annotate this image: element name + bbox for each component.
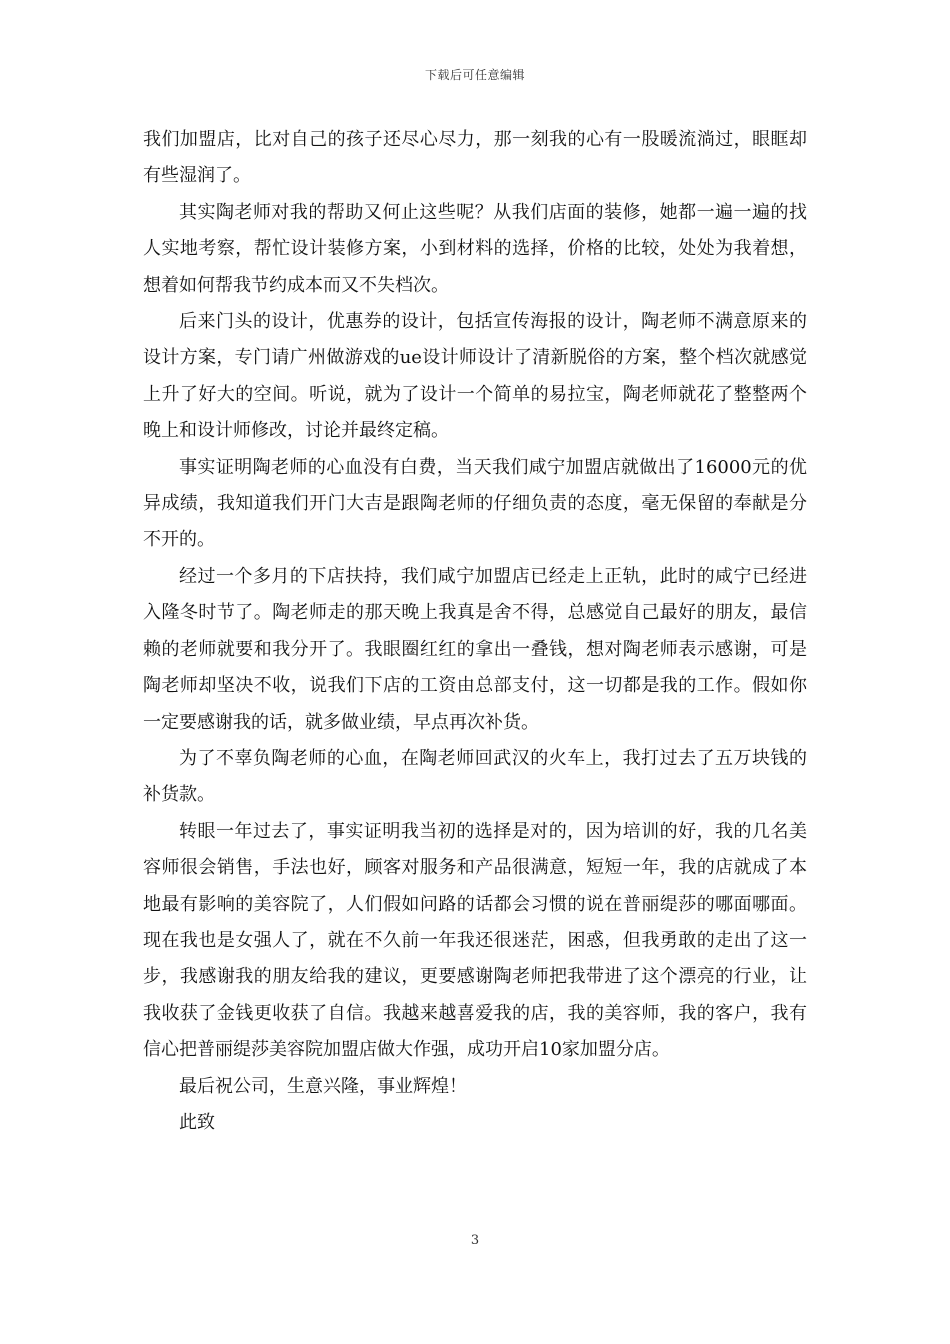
paragraph: 后来门头的设计，优惠券的设计，包括宣传海报的设计，陶老师不满意原来的设计方案，专门请广州做游戏的ue设计师设计了清新脱俗的方案，整个档次就感觉上升了好大的空间。听说，就为了设计一个简单的易拉宝，陶老师就花了整整两个晚上和设计师修改，讨论并最终定稿。 xyxy=(143,311,807,442)
document-body xyxy=(143,122,807,1141)
closing-wish: 最后祝公司，生意兴隆，事业辉煌！ xyxy=(179,1075,467,1097)
page-number: 3 xyxy=(470,1233,480,1248)
paragraph: 为了不辜负陶老师的心血，在陶老师回武汉的火车上，我打过去了五万块钱的补货款。 xyxy=(143,747,807,806)
closing-salutation: 此致 xyxy=(179,1111,215,1133)
paragraph-continued: 我们加盟店，比对自己的孩子还尽心尽力，那一刻我的心有一股暖流淌过，眼眶却有些湿润了。 xyxy=(143,129,807,187)
paragraph: 经过一个多月的下店扶持，我们咸宁加盟店已经走上正轨，此时的咸宁已经进入隆冬时节了。陶老师走的那天晚上我真是舍不得，总感觉自己最好的朋友，最信赖的老师就要和我分开了。我眼圈红红的拿出一叠钱，想对陶老师表示感谢，可是陶老师却坚决不收，说我们下店的工资由总部支付，这一切都是我的工作。假如你一定要感谢我的话，就多做业绩，早点再次补货。 xyxy=(143,565,807,733)
page-header: 下载后可任意编辑 xyxy=(424,68,525,82)
paragraph: 事实证明陶老师的心血没有白费，当天我们咸宁加盟店就做出了16000元的优异成绩，我知道我们开门大吉是跟陶老师的仔细负责的态度，毫无保留的奉献是分不开的。 xyxy=(143,456,807,551)
paragraph: 其实陶老师对我的帮助又何止这些呢？从我们店面的装修，她都一遍一遍的找人实地考察，帮忙设计装修方案，小到材料的选择，价格的比较，处处为我着想，想着如何帮我节约成本而又不失档次。 xyxy=(143,201,807,296)
paragraph: 转眼一年过去了，事实证明我当初的选择是对的，因为培训的好，我的几名美容师很会销售，手法也好，顾客对服务和产品很满意，短短一年，我的店就成了本地最有影响的美容院了，人们假如问路的话都会习惯的说在普丽缇莎的哪面哪面。现在我也是女强人了，就在不久前一年我还很迷茫，困惑，但我勇敢的走出了这一步，我感谢我的朋友给我的建议，更要感谢陶老师把我带进了这个漂亮的行业，让我收获了金钱更收获了自信。我越来越喜爱我的店，我的美容师，我的客户，我有信心把普丽缇莎美容院加盟店做大作强，成功开启10家加盟分店。 xyxy=(143,820,807,1061)
